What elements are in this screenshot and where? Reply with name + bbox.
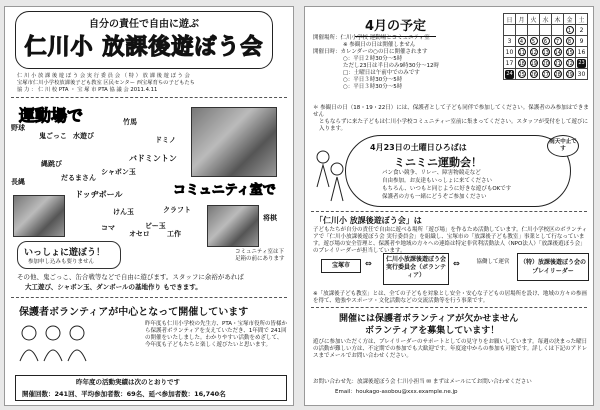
- invite-title: いっしょに遊ぼう！: [24, 248, 106, 258]
- city-box: 宝塚市: [321, 259, 361, 273]
- left-page: [4, 6, 294, 406]
- calendar-day: 4: [516, 36, 528, 47]
- calendar-week: [504, 25, 588, 36]
- contact-line: お問い合わせ先：放課後遊ぼう会 仁川小担当 ✉ まずはメールにてお問い合わせください: [313, 379, 532, 385]
- recruit-heading-1: 開催には保護者ボランティアが欠かせません: [339, 314, 519, 324]
- activity-text-2: 大工遊び、シャボン玉、ダンボールの基地作り もできます。: [25, 283, 202, 291]
- calendar-day: 27: [540, 69, 552, 80]
- recruit-heading-2: ボランティアを募集しています！: [365, 326, 500, 336]
- calendar-day: [528, 25, 540, 36]
- play-word: 水遊び: [73, 132, 94, 140]
- calendar-day: [504, 25, 516, 36]
- cooperation-label: 協働して運営: [476, 259, 510, 265]
- organizer-line: 協 力 ： 仁 川 校 PTA ・ 宝 塚 市 PTA 協 議 会 2011.4.11: [17, 87, 158, 94]
- room-word: クラフト: [163, 206, 191, 214]
- schedule-line: ○：平日３時30分～5時: [343, 77, 403, 83]
- volunteer-text: 昨年度も仁川小学校の先生方、PTA・宝塚市役所の皆様から保護者ボランティアを支えていただき、1年間で 241回 の開催をいたしました。わかりやすい活動をめざして、今年度も子どもたちと楽しく遊びたいと思います。: [145, 321, 288, 348]
- recruit-text: 遊びに参加いただく方は、プレイリーダーのサポートとしての見守りをお願いしています。毎週の決まった曜日の活動が難しい方は、不定期での参加でも大歓迎です。年度途中からの参加も可能です。詳しくは下記のアドレスまでメールでお問い合わせください。: [313, 339, 588, 359]
- stats-values: 開催回数：241回、平均参加者数：69名、延べ参加者数：16,740名: [22, 390, 226, 398]
- play-word: 長縄: [11, 178, 25, 186]
- schedule-line: 開催場所：仁川小学校 運動場とコミュニティ室: [313, 35, 430, 41]
- calendar-day: 23: [576, 58, 588, 69]
- playground-heading: 運動場で: [19, 106, 84, 125]
- footnote: ※「放課後子ども教室」とは、全ての子どもを対象とし安全・安心な子どもの居場所を設け、地域の方々の参画を得て、勉強やスポーツ・文化活動などの交流活動等を行う事業です。: [313, 291, 587, 304]
- calendar-day: 16: [576, 47, 588, 58]
- calendar-day: 5: [528, 36, 540, 47]
- schedule-line: ○：平日３時30分～5時: [343, 84, 403, 90]
- contact-email[interactable]: Email：houkago-asobou@xxx.example.ne.jp: [335, 389, 458, 395]
- invite-subtitle: 参加申し込みも要りません: [28, 259, 95, 265]
- room-word: コマ: [101, 224, 115, 232]
- notice-text-2: ともならずに来た子どもは仁川小学校コミュニティー室前に集まってください。スタッフが受付をして遊びに入ります。: [319, 119, 588, 132]
- calendar-week: [504, 47, 588, 58]
- calendar-day: 11: [516, 47, 528, 58]
- community-note: コミュニティ室は下足箱の前にあります: [235, 249, 285, 262]
- event-detail: パン食い競争、リレー、障害物競走など: [382, 170, 481, 176]
- event-name: ミニミニ運動会！: [394, 156, 482, 169]
- divider: [311, 211, 587, 212]
- kids-illustration: [313, 147, 347, 203]
- rain-cancel-badge: 雨天中止です: [547, 135, 579, 157]
- calendar: [503, 13, 588, 80]
- calendar-day: 24: [504, 69, 516, 80]
- event-cloud: [345, 135, 571, 207]
- title-box: [15, 11, 273, 69]
- calendar-day: 1: [564, 25, 576, 36]
- divider: [11, 297, 287, 298]
- community-heading: コミュニティ室で: [173, 183, 276, 198]
- schedule-list: [313, 35, 495, 91]
- room-word: けん玉: [113, 208, 134, 216]
- schedule-line: 開催日時：カレンダーの○の日に開催されます: [313, 49, 428, 55]
- event-detail: 自由参加。お友達もいっしょに来てください: [382, 178, 493, 184]
- month-title: 4月の予定: [365, 15, 426, 34]
- room-word: 工作: [167, 230, 181, 238]
- calendar-header: [504, 14, 588, 25]
- calendar-day: 22: [564, 58, 576, 69]
- title-subtitle: 自分の責任で自由に遊ぶ: [89, 19, 199, 30]
- calendar-week: [504, 36, 588, 47]
- calendar-day-header: 水: [540, 14, 552, 25]
- room-word: ビー玉: [145, 222, 166, 230]
- schedule-line: □：土曜日は午前中でのみです: [343, 70, 420, 76]
- calendar-day-header: 火: [528, 14, 540, 25]
- calendar-day: 30: [576, 69, 588, 80]
- calendar-day-header: 金: [564, 14, 576, 25]
- playground-photo: [191, 107, 277, 177]
- play-word: だるまさん: [61, 174, 96, 182]
- schedule-line: ただし23日は半日のみ9時30分～12時: [343, 63, 439, 69]
- calendar-day: [540, 25, 552, 36]
- page-title: 仁川小 放課後遊ぼう会: [24, 35, 264, 60]
- calendar-day-header: 土: [576, 14, 588, 25]
- stats-box: [15, 375, 287, 401]
- calendar-day: 18: [516, 58, 528, 69]
- event-detail: 保護者の方も一緒にどうぞご参加ください: [382, 194, 487, 200]
- volunteer-illustration: [17, 321, 91, 367]
- calendar-day: [552, 25, 564, 36]
- schedule-line: ※ 参観日の日は開催しません: [343, 42, 416, 48]
- play-word: 野球: [11, 124, 25, 132]
- invite-bubble: [17, 241, 121, 269]
- calendar-day-header: 日: [504, 14, 516, 25]
- room-word: シャボン玉: [101, 168, 136, 176]
- right-page: [304, 6, 594, 406]
- activity-text-1: その他、鬼ごっこ、缶合戦等などで自由に遊びます。スタッフに余裕があれば: [17, 273, 244, 281]
- room-word: 将棋: [263, 214, 277, 222]
- calendar-day: [516, 25, 528, 36]
- room-photo: [207, 205, 259, 247]
- stats-title: 昨年度の活動実績は次のとおりです: [76, 378, 180, 386]
- calendar-day: 6: [540, 36, 552, 47]
- calendar-day: 10: [504, 47, 516, 58]
- play-word: 鬼ごっこ: [39, 132, 67, 140]
- play-word: 縄跳び: [41, 160, 62, 168]
- calendar-day: 25: [516, 69, 528, 80]
- divider: [311, 307, 587, 308]
- calendar-day: 20: [540, 58, 552, 69]
- playleader-box: （特）放課後遊ぼう会のプレイリーダー: [517, 253, 589, 281]
- calendar-week: [504, 69, 588, 80]
- calendar-day: 15: [564, 47, 576, 58]
- arrow-icon: ⇔: [453, 259, 460, 268]
- calendar-day: 17: [504, 58, 516, 69]
- organizer-line: 宝塚市仁川小学校放課後子ども教室 区民センター 西宝塚育ちの子どもたち: [17, 80, 195, 87]
- calendar-day: 2: [576, 25, 588, 36]
- calendar-day: 12: [528, 47, 540, 58]
- schedule-line: ○：平日２時30分～5時: [343, 56, 403, 62]
- calendar-day: 21: [552, 58, 564, 69]
- room-word: オセロ: [129, 230, 150, 238]
- calendar-day-header: 木: [552, 14, 564, 25]
- notice-text-1: ＊ 参観日の日（18・19・22日）には、保護者として子ども同伴で参加してください。保護者のみ参加はできません: [313, 105, 589, 118]
- org-heading: 「仁川小 放課後遊ぼう会」は: [315, 216, 422, 225]
- calendar-day: 8: [564, 36, 576, 47]
- room-word: 竹馬: [123, 118, 137, 126]
- committee-box: 仁川小放課後遊ぼう会実行委員会（ボランティア）: [383, 253, 449, 285]
- calendar-day-header: 月: [516, 14, 528, 25]
- calendar-day: 19: [528, 58, 540, 69]
- event-detail: もちろん、いつもと同じように好きな遊びもOKです: [382, 186, 512, 192]
- calendar-day: 14: [552, 47, 564, 58]
- calendar-day: 7: [552, 36, 564, 47]
- calendar-day: 13: [540, 47, 552, 58]
- calendar-day: 28: [552, 69, 564, 80]
- org-description: 子どもたちが自分の責任で自由に遊べる場所「遊び場」を作るため活動しています。仁川小学校区のボランティアで「仁川小放課後遊ぼう会 実行委員会」を組織し、宝塚市の「放課後子ども教室」事業として行なっています。遊び場の安全管理と、保護者や地域の方々への連絡は特定非営利活動法人（NPO法人）「放課後遊ぼう会」のプレイリーダーが担当しています。: [313, 227, 588, 254]
- arrow-icon: ⇔: [365, 259, 372, 268]
- calendar-day: 29: [564, 69, 576, 80]
- calendar-day: 26: [528, 69, 540, 80]
- room-word: ドミノ: [155, 136, 176, 144]
- room-word: バドミントン: [129, 154, 177, 163]
- volunteer-heading: 保護者ボランティアが中心となって開催しています: [19, 307, 249, 318]
- organizer-list: [17, 73, 281, 95]
- calendar-day: 9: [576, 36, 588, 47]
- divider: [11, 97, 287, 98]
- play-word: ドッヂボール: [75, 190, 123, 199]
- calendar-day: 3: [504, 36, 516, 47]
- calendar-week: [504, 58, 588, 69]
- children-photo: [13, 195, 65, 237]
- event-title: 4月23日の土曜日ひろばは: [370, 143, 467, 152]
- organizer-line: 仁 川 小 放 課 後 遊 ぼ う 会 実 行 委 員 会 （ 特 ） 放 課 後 遊 ぼ う 会: [17, 73, 190, 79]
